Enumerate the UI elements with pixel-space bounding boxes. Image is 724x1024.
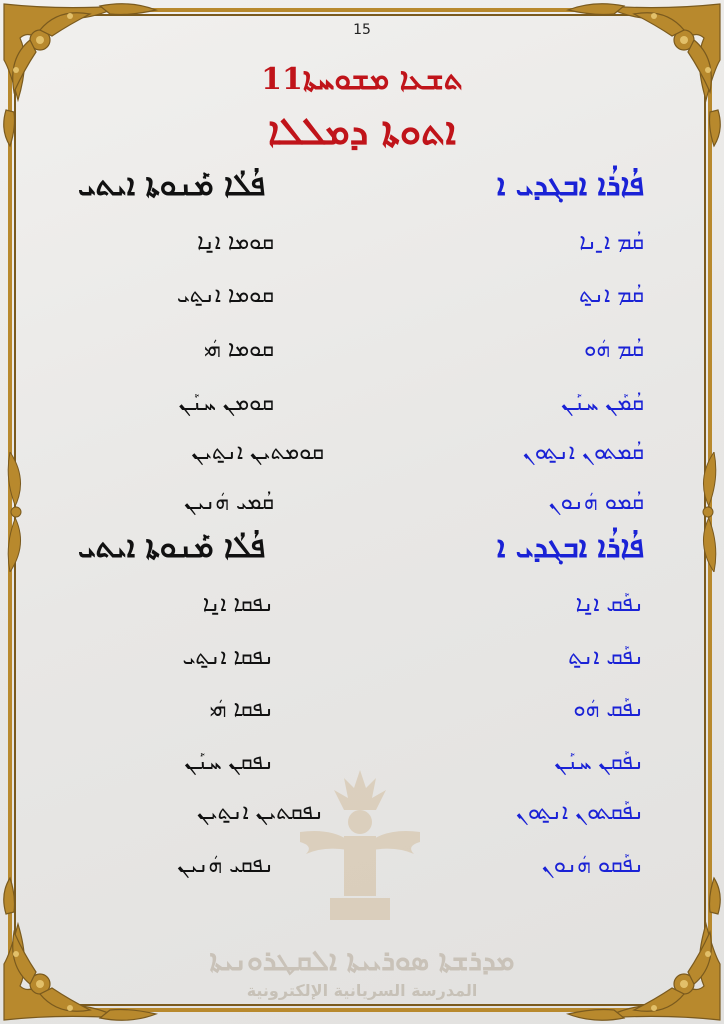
verb-form-right: ܢܦܰܩ ܐ̱ܢܐ — [575, 592, 644, 617]
verb-form-right: ܩܳܡ ܗܿܘ — [584, 337, 644, 362]
page-number: 15 — [353, 22, 371, 38]
verb-form-left: ܢܦܩܐ ܗܿܝ — [209, 697, 274, 722]
section-header-right: ܦܳܐܪܳܐ ܐܒܓܕܝ ܐ — [496, 168, 644, 203]
verb-form-left: ܢܦܩܬܝܢ ܐܢ̱ܬܝܢ — [197, 800, 324, 825]
verb-form-right: ܢܦܰܩܬܘܢ ܐܢ̱ܬܘܢ — [515, 800, 644, 825]
verb-form-left: ܩܳܡܝ ܗܿܢܝܢ — [184, 490, 274, 515]
section-header — [60, 168, 664, 208]
verb-form-left: ܢܦܩܐ ܐܢ̱ܬܝ — [182, 645, 274, 670]
winged-emblem-watermark-icon — [300, 770, 420, 930]
list-item — [60, 592, 664, 622]
page-subtitle: ܐܬܘܬܐ ܕܡܠܠܐ — [268, 108, 456, 153]
verb-form-left: ܩܘܡܬܝܢ ܐܢ̱ܬܝܢ — [191, 440, 324, 465]
verb-form-right: ܢܦܰܩܢ ܚܢܰܢ — [554, 750, 644, 775]
side-ornament-icon — [4, 452, 34, 572]
verb-form-right: ܩܳܡ ܐܢ̱ܬ — [578, 283, 644, 308]
verb-form-left: ܩܘܡܐ ܐ̱ܢܐ — [197, 230, 274, 255]
verb-form-left: ܩܘܡܐ ܐܢ̱ܬܝ — [176, 283, 274, 308]
verb-form-left: ܩܘܡܢ ܚܢܰܢ — [178, 391, 274, 416]
verb-form-left: ܢܦܩܢ ܚܢܰܢ — [184, 750, 274, 775]
verb-form-right: ܩܳܡܬܘܢ ܐܢ̱ܬܘܢ — [522, 440, 644, 465]
page-title: 11ܬܫܥܐ ܡܫܘܚܬܐ — [261, 62, 463, 97]
list-item — [60, 337, 664, 367]
list-item — [60, 391, 664, 421]
section-header-left: ܦܳܠܳܐ ܡܰܢܘܬܐ ܐܝܬܝ — [78, 530, 266, 565]
side-ornament-icon — [690, 452, 720, 572]
verb-form-left: ܩܘܡܐ ܗܿܝ — [203, 337, 274, 362]
verb-form-right: ܢܦܰܩ ܐܢ̱ܬ — [568, 645, 644, 670]
list-item — [60, 283, 664, 313]
section-header-left: ܦܳܠܳܐ ܡܰܢܘܬܐ ܐܝܬܝ — [78, 168, 266, 203]
verb-form-right: ܩܳܡܘ ܗܿܢܘܢ — [548, 490, 644, 515]
list-item — [60, 750, 664, 780]
list-item — [60, 490, 664, 520]
list-item — [60, 800, 664, 830]
footer-syriac-text: ܡܕܪܫܬܐ ܣܘܪܝܝܬܐ ܐܠܩܛܪܘܢܝܬܐ — [209, 944, 515, 977]
footer-arabic-text: المدرسة السريانية الإلكترونية — [246, 981, 478, 1000]
section-header-right: ܦܳܐܪܳܐ ܐܒܓܕܝ ܐ — [496, 530, 644, 565]
verb-form-right: ܩܳܡ ܐ̱ ܢܐ — [579, 230, 644, 255]
list-item — [60, 697, 664, 727]
list-item — [60, 645, 664, 675]
list-item — [60, 440, 664, 470]
verb-form-left: ܢܦܩܐ ܐ̱ܢܐ — [202, 592, 274, 617]
verb-form-right: ܢܦܰܩܘ ܗܿܢܘܢ — [541, 853, 644, 878]
section-header — [60, 530, 664, 570]
verb-form-right: ܩܳܡܰܢ ܚܢܰܢ — [561, 391, 644, 416]
list-item — [60, 230, 664, 260]
list-item — [60, 853, 664, 883]
verb-form-right: ܢܦܰܩ ܗܿܘ — [573, 697, 644, 722]
verb-form-left: ܢܦܩܝ ܗܿܢܝܢ — [177, 853, 274, 878]
